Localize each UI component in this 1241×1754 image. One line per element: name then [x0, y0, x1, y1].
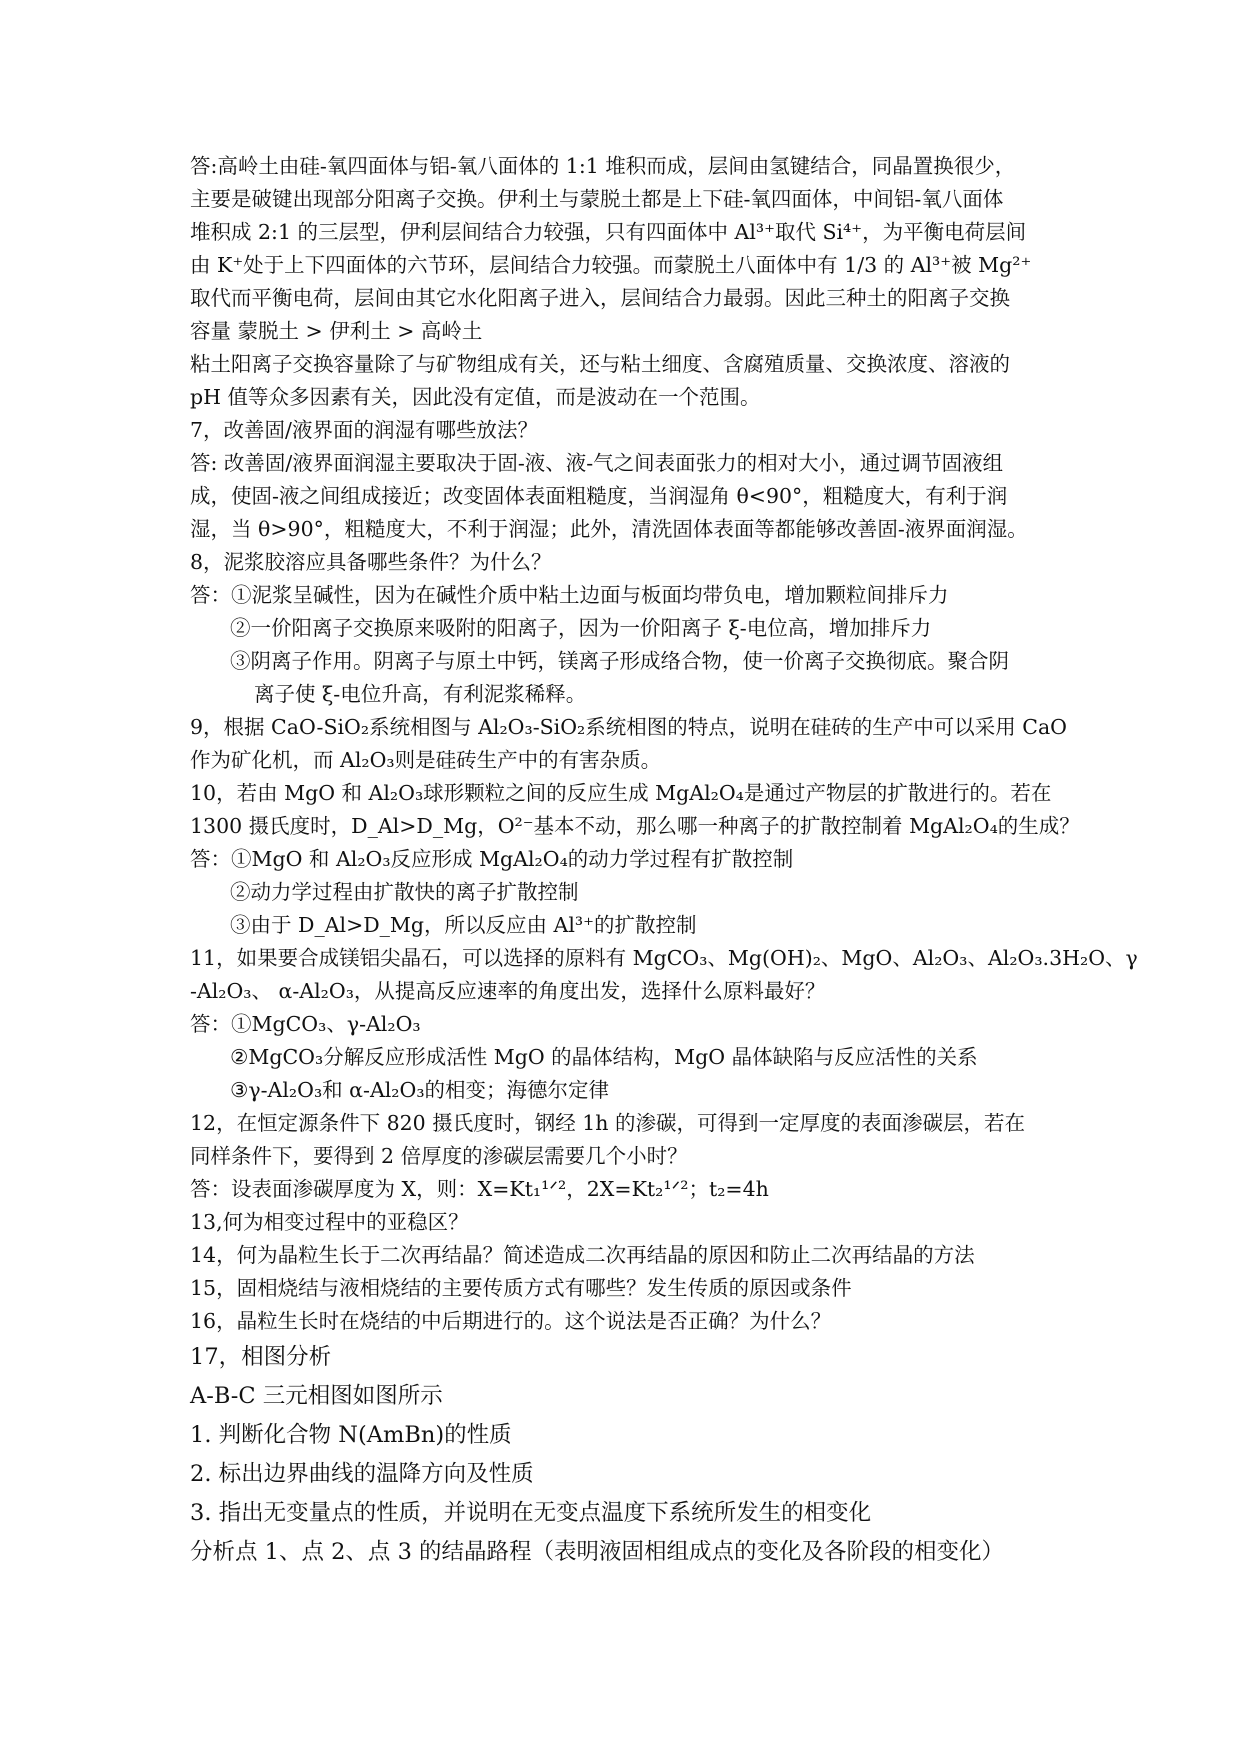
text-line: 堆积成 2:1 的三层型，伊利层间结合力较强，只有四面体中 Al³⁺取代 Si⁴⁺，为平衡电荷层间: [190, 220, 1027, 244]
list-item: 2. 标出边界曲线的温降方向及性质: [190, 1461, 534, 1487]
text-line: 1300 摄氏度时，D_Al>D_Mg，O²⁻基本不动，那么哪一种离子的扩散控制着 MgAl₂O₄的生成？: [190, 814, 1080, 838]
text-line: 主要是破键出现部分阳离子交换。伊利土与蒙脱土都是上下硅-氧四面体，中间铝-氧八面体: [190, 187, 1004, 211]
question-17: 17，相图分析: [190, 1344, 332, 1370]
question-10: 10，若由 MgO 和 Al₂O₃球形颗粒之间的反应生成 MgAl₂O₄是通过产物层的扩散进行的。若在: [190, 781, 1052, 805]
list-item: 1. 判断化合物 N(AmBn)的性质: [190, 1422, 512, 1448]
question-13: 13,何为相变过程中的亚稳区？: [190, 1210, 469, 1234]
text-line: 离子使 ξ-电位升高，有利泥浆稀释。: [254, 682, 587, 706]
text-line: 分析点 1、点 2、点 3 的结晶路程（表明液固相组成点的变化及各阶段的相变化）: [190, 1539, 1005, 1565]
question-7: 7，改善固/液界面的润湿有哪些放法？: [190, 418, 538, 442]
text-line: 成，使固-液之间组成接近；改变固体表面粗糙度，当润湿角 θ<90°，粗糙度大，有利于润: [190, 484, 1008, 508]
text-line: ②动力学过程由扩散快的离子扩散控制: [230, 880, 579, 904]
text-line: 取代而平衡电荷，层间由其它水化阳离子进入，层间结合力最弱。因此三种土的阳离子交换: [190, 286, 1010, 310]
text-line: ②MgCO₃分解反应形成活性 MgO 的晶体结构，MgO 晶体缺陷与反应活性的关系: [230, 1045, 978, 1069]
text-line: A-B-C 三元相图如图所示: [190, 1383, 443, 1409]
text-line: -Al₂O₃、 α-Al₂O₃，从提高反应速率的角度出发，选择什么原料最好？: [190, 979, 826, 1003]
question-9: 9，根据 CaO-SiO₂系统相图与 Al₂O₃-SiO₂系统相图的特点，说明在硅砖的生产中可以采用 CaO: [190, 715, 1067, 739]
list-item: 3. 指出无变量点的性质，并说明在无变点温度下系统所发生的相变化: [190, 1500, 872, 1526]
text-line: 湿，当 θ>90°，粗糙度大，不利于润湿；此外，清洗固体表面等都能够改善固-液界面润湿。: [190, 517, 1028, 541]
text-line: 容量 蒙脱土 > 伊利土 > 高岭土: [190, 319, 483, 343]
question-12: 12，在恒定源条件下 820 摄氏度时，钢经 1h 的渗碳，可得到一定厚度的表面渗碳层，若在: [190, 1111, 1026, 1135]
text-line: ③阴离子作用。阴离子与原土中钙，镁离子形成络合物，使一价离子交换彻底。聚合阴: [230, 649, 1009, 673]
text-line: ②一价阳离子交换原来吸附的阳离子，因为一价阳离子 ξ-电位高，增加排斥力: [230, 616, 932, 640]
text-line: 由 K⁺处于上下四面体的六节环，层间结合力较强。而蒙脱土八面体中有 1/3 的 Al³⁺被 Mg²⁺: [190, 253, 1032, 277]
text-line: pH 值等众多因素有关，因此没有定值，而是波动在一个范围。: [190, 385, 761, 409]
text-line: 粘土阳离子交换容量除了与矿物组成有关，还与粘土细度、含腐殖质量、交换浓度、溶液的: [190, 352, 1010, 376]
text-line: 答:高岭土由硅-氧四面体与铝-氧八面体的 1:1 堆积而成，层间由氢键结合，同晶置换很少，: [190, 154, 1016, 178]
question-11: 11，如果要合成镁铝尖晶石，可以选择的原料有 MgCO₃、Mg(OH)₂、MgO、Al₂O₃、Al₂O₃.3H₂O、γ: [190, 946, 1138, 970]
text-line: 答：①MgO 和 Al₂O₃反应形成 MgAl₂O₄的动力学过程有扩散控制: [190, 847, 794, 871]
question-14: 14，何为晶粒生长于二次再结晶？简述造成二次再结晶的原因和防止二次再结晶的方法: [190, 1243, 975, 1267]
text-line: ③由于 D_Al>D_Mg，所以反应由 Al³⁺的扩散控制: [230, 913, 697, 937]
text-line: 答：①MgCO₃、γ-Al₂O₃: [190, 1012, 421, 1036]
text-line: 答：设表面渗碳厚度为 X，则：X=Kt₁¹ᐟ²，2X=Kt₂¹ᐟ²；t₂=4h: [190, 1177, 769, 1201]
text-line: 答: 改善固/液界面润湿主要取决于固-液、液-气之间表面张力的相对大小，通过调节固液组: [190, 451, 1004, 475]
document-body: [190, 150, 1138, 1572]
text-line: 同样条件下，要得到 2 倍厚度的渗碳层需要几个小时？: [190, 1144, 688, 1168]
text-line: 作为矿化机，而 Al₂O₃则是硅砖生产中的有害杂质。: [190, 748, 662, 772]
text-line: ③γ-Al₂O₃和 α-Al₂O₃的相变；海德尔定律: [230, 1078, 610, 1102]
question-8: 8，泥浆胶溶应具备哪些条件？为什么？: [190, 550, 552, 574]
question-16: 16，晶粒生长时在烧结的中后期进行的。这个说法是否正确？为什么？: [190, 1309, 832, 1333]
text-line: 答：①泥浆呈碱性，因为在碱性介质中粘土边面与板面均带负电，增加颗粒间排斥力: [190, 583, 949, 607]
question-15: 15，固相烧结与液相烧结的主要传质方式有哪些？发生传质的原因或条件: [190, 1276, 852, 1300]
